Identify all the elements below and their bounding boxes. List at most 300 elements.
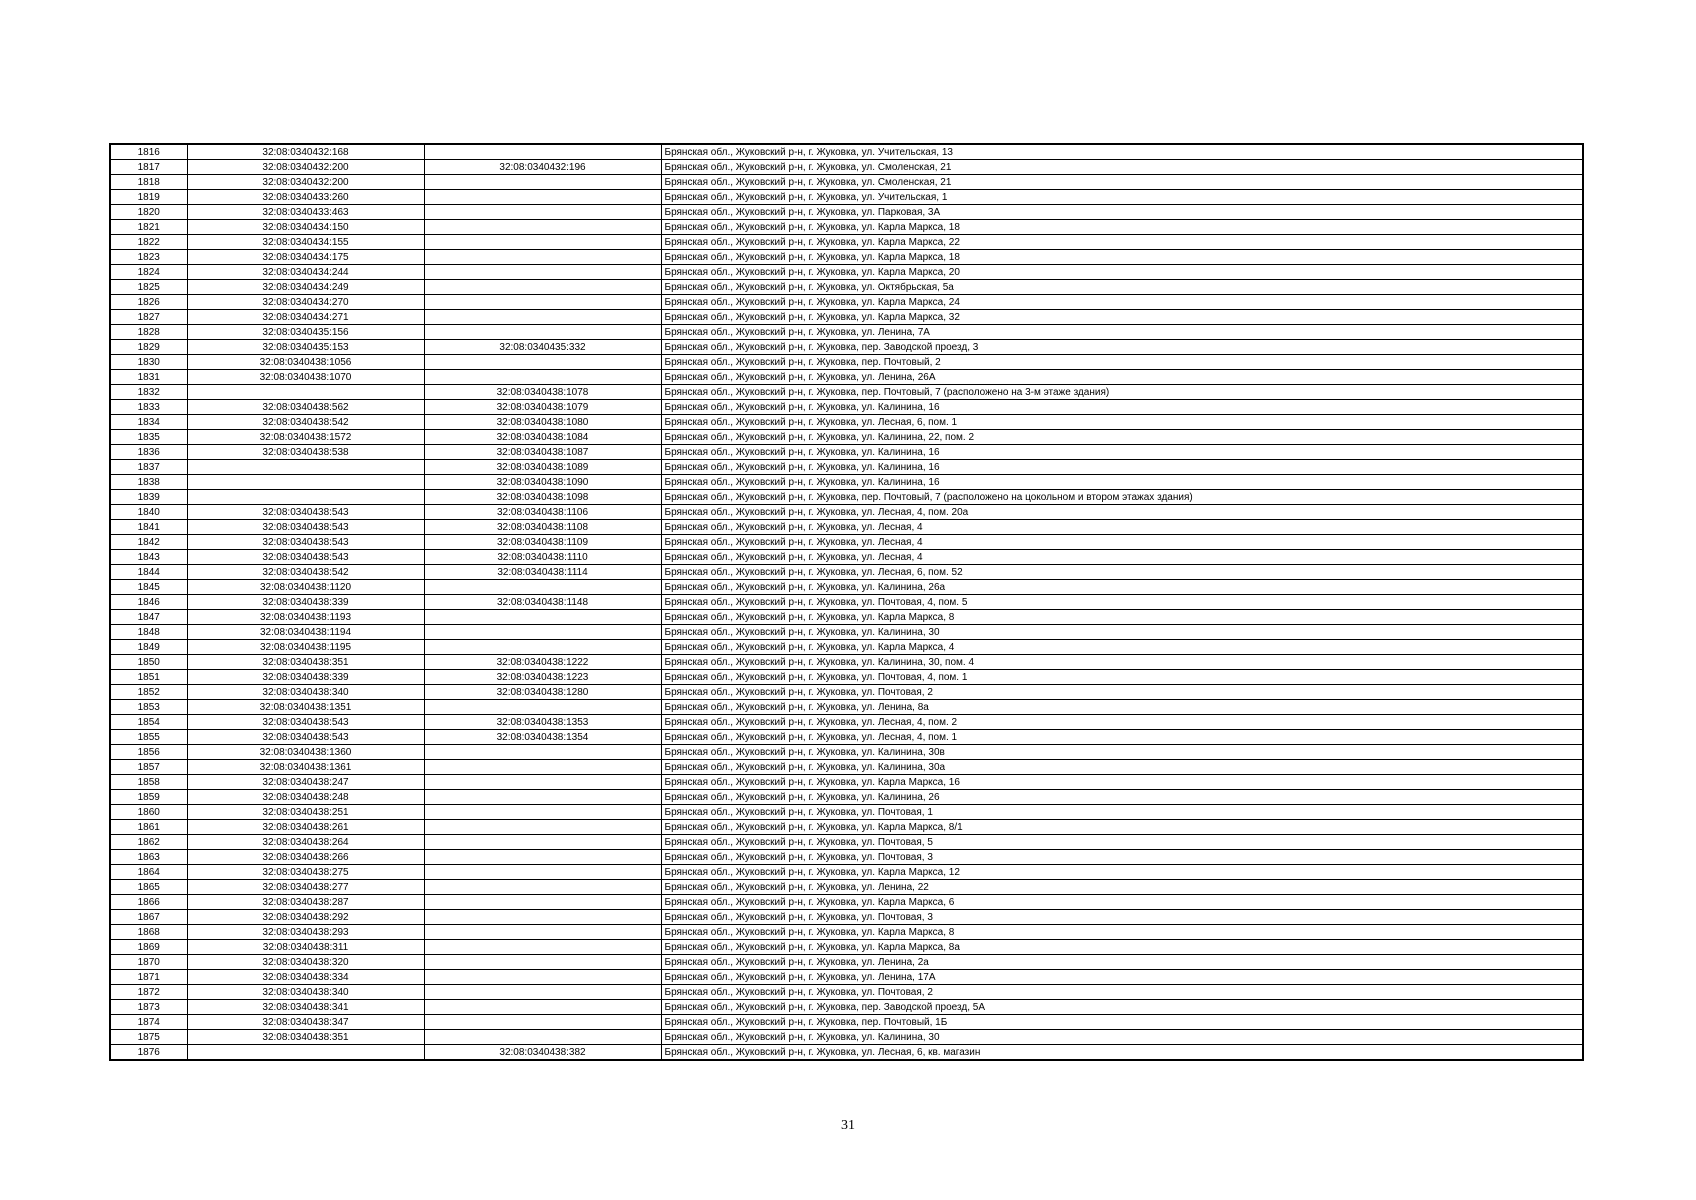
row-number-cell: 1854 [110,715,187,730]
table-row [110,310,1583,325]
object-cadastral-number-cell [424,280,661,295]
address-cell: Брянская обл., Жуковский р-н, г. Жуковка, ул. Калинина, 16 [661,445,1583,460]
object-cadastral-number-cell: 32:08:0340438:1280 [424,685,661,700]
address-cell: Брянская обл., Жуковский р-н, г. Жуковка, ул. Ленина, 7А [661,325,1583,340]
object-cadastral-number-cell: 32:08:0340438:1108 [424,520,661,535]
table-row [110,1030,1583,1045]
land-plot-cadastral-number-cell: 32:08:0340438:247 [187,775,424,790]
row-number-cell: 1848 [110,625,187,640]
table-row [110,865,1583,880]
land-plot-cadastral-number-cell: 32:08:0340438:261 [187,820,424,835]
land-plot-cadastral-number-cell: 32:08:0340438:339 [187,670,424,685]
row-number-cell: 1868 [110,925,187,940]
table-row [110,475,1583,490]
object-cadastral-number-cell [424,235,661,250]
row-number-cell: 1876 [110,1045,187,1061]
land-plot-cadastral-number-cell: 32:08:0340438:542 [187,415,424,430]
address-cell: Брянская обл., Жуковский р-н, г. Жуковка, ул. Лесная, 4 [661,550,1583,565]
row-number-cell: 1836 [110,445,187,460]
address-cell: Брянская обл., Жуковский р-н, г. Жуковка, ул. Карла Маркса, 18 [661,250,1583,265]
land-plot-cadastral-number-cell: 32:08:0340438:293 [187,925,424,940]
address-cell: Брянская обл., Жуковский р-н, г. Жуковка, ул. Смоленская, 21 [661,175,1583,190]
table-row [110,760,1583,775]
address-cell: Брянская обл., Жуковский р-н, г. Жуковка, ул. Калинина, 30, пом. 4 [661,655,1583,670]
table-row [110,820,1583,835]
land-plot-cadastral-number-cell: 32:08:0340438:1056 [187,355,424,370]
address-cell: Брянская обл., Жуковский р-н, г. Жуковка, ул. Карла Маркса, 20 [661,265,1583,280]
row-number-cell: 1871 [110,970,187,985]
table-row [110,175,1583,190]
row-number-cell: 1844 [110,565,187,580]
table-row [110,715,1583,730]
object-cadastral-number-cell [424,1000,661,1015]
object-cadastral-number-cell: 32:08:0340438:1354 [424,730,661,745]
land-plot-cadastral-number-cell: 32:08:0340438:1195 [187,640,424,655]
row-number-cell: 1842 [110,535,187,550]
table-row [110,955,1583,970]
row-number-cell: 1840 [110,505,187,520]
row-number-cell: 1875 [110,1030,187,1045]
object-cadastral-number-cell: 32:08:0340438:1098 [424,490,661,505]
object-cadastral-number-cell [424,295,661,310]
object-cadastral-number-cell [424,790,661,805]
object-cadastral-number-cell: 32:08:0340438:1110 [424,550,661,565]
row-number-cell: 1863 [110,850,187,865]
row-number-cell: 1829 [110,340,187,355]
address-cell: Брянская обл., Жуковский р-н, г. Жуковка, ул. Карла Маркса, 8 [661,610,1583,625]
land-plot-cadastral-number-cell: 32:08:0340438:320 [187,955,424,970]
object-cadastral-number-cell: 32:08:0340438:1106 [424,505,661,520]
object-cadastral-number-cell [424,325,661,340]
page-number: 31 [841,1118,855,1133]
object-cadastral-number-cell [424,310,661,325]
table-row [110,295,1583,310]
table-row [110,400,1583,415]
row-number-cell: 1816 [110,144,187,160]
table-row [110,835,1583,850]
object-cadastral-number-cell: 32:08:0340438:1090 [424,475,661,490]
table-row [110,490,1583,505]
table-row [110,610,1583,625]
object-cadastral-number-cell: 32:08:0340438:1223 [424,670,661,685]
table-row [110,520,1583,535]
object-cadastral-number-cell [424,970,661,985]
land-plot-cadastral-number-cell: 32:08:0340438:543 [187,505,424,520]
address-cell: Брянская обл., Жуковский р-н, г. Жуковка, ул. Парковая, 3А [661,205,1583,220]
row-number-cell: 1866 [110,895,187,910]
table-row [110,970,1583,985]
address-cell: Брянская обл., Жуковский р-н, г. Жуковка, ул. Октябрьская, 5а [661,280,1583,295]
table-row [110,670,1583,685]
land-plot-cadastral-number-cell: 32:08:0340433:260 [187,190,424,205]
row-number-cell: 1847 [110,610,187,625]
object-cadastral-number-cell [424,190,661,205]
land-plot-cadastral-number-cell: 32:08:0340438:1120 [187,580,424,595]
object-cadastral-number-cell: 32:08:0340438:1114 [424,565,661,580]
object-cadastral-number-cell [424,745,661,760]
land-plot-cadastral-number-cell: 32:08:0340438:351 [187,1030,424,1045]
land-plot-cadastral-number-cell: 32:08:0340434:244 [187,265,424,280]
row-number-cell: 1834 [110,415,187,430]
address-cell: Брянская обл., Жуковский р-н, г. Жуковка, ул. Карла Маркса, 22 [661,235,1583,250]
table-row [110,370,1583,385]
object-cadastral-number-cell [424,865,661,880]
address-cell: Брянская обл., Жуковский р-н, г. Жуковка, ул. Карла Маркса, 6 [661,895,1583,910]
table-row [110,655,1583,670]
table-row [110,430,1583,445]
row-number-cell: 1870 [110,955,187,970]
object-cadastral-number-cell: 32:08:0340438:1079 [424,400,661,415]
land-plot-cadastral-number-cell: 32:08:0340438:543 [187,535,424,550]
address-cell: Брянская обл., Жуковский р-н, г. Жуковка, ул. Калинина, 22, пом. 2 [661,430,1583,445]
land-plot-cadastral-number-cell: 32:08:0340438:543 [187,715,424,730]
address-cell: Брянская обл., Жуковский р-н, г. Жуковка, ул. Калинина, 16 [661,460,1583,475]
address-cell: Брянская обл., Жуковский р-н, г. Жуковка, ул. Ленина, 22 [661,880,1583,895]
row-number-cell: 1817 [110,160,187,175]
land-plot-cadastral-number-cell: 32:08:0340434:150 [187,220,424,235]
table-row [110,745,1583,760]
address-cell: Брянская обл., Жуковский р-н, г. Жуковка, ул. Ленина, 17А [661,970,1583,985]
table-row [110,1015,1583,1030]
object-cadastral-number-cell [424,1015,661,1030]
row-number-cell: 1831 [110,370,187,385]
row-number-cell: 1873 [110,1000,187,1015]
address-cell: Брянская обл., Жуковский р-н, г. Жуковка, ул. Калинина, 26 [661,790,1583,805]
table-row [110,565,1583,580]
land-plot-cadastral-number-cell: 32:08:0340438:275 [187,865,424,880]
land-plot-cadastral-number-cell: 32:08:0340438:1070 [187,370,424,385]
address-cell: Брянская обл., Жуковский р-н, г. Жуковка, ул. Калинина, 16 [661,475,1583,490]
land-plot-cadastral-number-cell: 32:08:0340438:334 [187,970,424,985]
table-row [110,220,1583,235]
object-cadastral-number-cell [424,175,661,190]
address-cell: Брянская обл., Жуковский р-н, г. Жуковка, ул. Учительская, 13 [661,144,1583,160]
table-row [110,730,1583,745]
row-number-cell: 1872 [110,985,187,1000]
object-cadastral-number-cell [424,760,661,775]
object-cadastral-number-cell: 32:08:0340435:332 [424,340,661,355]
table-row [110,355,1583,370]
object-cadastral-number-cell [424,775,661,790]
object-cadastral-number-cell: 32:08:0340438:1087 [424,445,661,460]
table-row [110,640,1583,655]
object-cadastral-number-cell [424,805,661,820]
table-row [110,415,1583,430]
table-row [110,460,1583,475]
table-row [110,550,1583,565]
table-row [110,535,1583,550]
land-plot-cadastral-number-cell: 32:08:0340438:1361 [187,760,424,775]
address-cell: Брянская обл., Жуковский р-н, г. Жуковка, ул. Почтовая, 2 [661,685,1583,700]
land-plot-cadastral-number-cell: 32:08:0340438:340 [187,685,424,700]
table-row [110,160,1583,175]
table-row [110,685,1583,700]
row-number-cell: 1821 [110,220,187,235]
object-cadastral-number-cell [424,1030,661,1045]
land-plot-cadastral-number-cell: 32:08:0340438:1194 [187,625,424,640]
row-number-cell: 1822 [110,235,187,250]
land-plot-cadastral-number-cell: 32:08:0340434:270 [187,295,424,310]
object-cadastral-number-cell [424,625,661,640]
land-plot-cadastral-number-cell [187,490,424,505]
object-cadastral-number-cell [424,820,661,835]
table-row [110,805,1583,820]
row-number-cell: 1849 [110,640,187,655]
row-number-cell: 1823 [110,250,187,265]
row-number-cell: 1865 [110,880,187,895]
address-cell: Брянская обл., Жуковский р-н, г. Жуковка, ул. Калинина, 26а [661,580,1583,595]
land-plot-cadastral-number-cell [187,385,424,400]
land-plot-cadastral-number-cell: 32:08:0340435:156 [187,325,424,340]
row-number-cell: 1856 [110,745,187,760]
row-number-cell: 1874 [110,1015,187,1030]
object-cadastral-number-cell: 32:08:0340438:1089 [424,460,661,475]
object-cadastral-number-cell: 32:08:0340438:1084 [424,430,661,445]
address-cell: Брянская обл., Жуковский р-н, г. Жуковка, ул. Лесная, 4, пом. 1 [661,730,1583,745]
land-plot-cadastral-number-cell: 32:08:0340434:271 [187,310,424,325]
object-cadastral-number-cell [424,895,661,910]
table-row [110,925,1583,940]
row-number-cell: 1820 [110,205,187,220]
address-cell: Брянская обл., Жуковский р-н, г. Жуковка, пер. Заводской проезд, 5А [661,1000,1583,1015]
land-plot-cadastral-number-cell: 32:08:0340432:168 [187,144,424,160]
address-cell: Брянская обл., Жуковский р-н, г. Жуковка, пер. Почтовый, 7 (расположено на цокольном и втором этажах здания) [661,490,1583,505]
table-row [110,445,1583,460]
address-cell: Брянская обл., Жуковский р-н, г. Жуковка, ул. Калинина, 30 [661,1030,1583,1045]
row-number-cell: 1832 [110,385,187,400]
registry-table-body [110,144,1583,1060]
row-number-cell: 1826 [110,295,187,310]
cadastral-registry-table [109,143,1584,1061]
land-plot-cadastral-number-cell: 32:08:0340432:200 [187,160,424,175]
land-plot-cadastral-number-cell: 32:08:0340438:266 [187,850,424,865]
address-cell: Брянская обл., Жуковский р-н, г. Жуковка, ул. Лесная, 6, пом. 1 [661,415,1583,430]
table-row [110,580,1583,595]
row-number-cell: 1828 [110,325,187,340]
row-number-cell: 1843 [110,550,187,565]
land-plot-cadastral-number-cell: 32:08:0340438:248 [187,790,424,805]
land-plot-cadastral-number-cell: 32:08:0340433:463 [187,205,424,220]
object-cadastral-number-cell [424,610,661,625]
table-row [110,985,1583,1000]
land-plot-cadastral-number-cell: 32:08:0340438:277 [187,880,424,895]
land-plot-cadastral-number-cell: 32:08:0340438:347 [187,1015,424,1030]
land-plot-cadastral-number-cell: 32:08:0340434:155 [187,235,424,250]
row-number-cell: 1859 [110,790,187,805]
table-row [110,235,1583,250]
land-plot-cadastral-number-cell [187,460,424,475]
row-number-cell: 1825 [110,280,187,295]
row-number-cell: 1838 [110,475,187,490]
object-cadastral-number-cell [424,910,661,925]
object-cadastral-number-cell [424,220,661,235]
land-plot-cadastral-number-cell: 32:08:0340438:1572 [187,430,424,445]
table-row [110,775,1583,790]
land-plot-cadastral-number-cell: 32:08:0340438:287 [187,895,424,910]
address-cell: Брянская обл., Жуковский р-н, г. Жуковка, ул. Учительская, 1 [661,190,1583,205]
land-plot-cadastral-number-cell: 32:08:0340438:292 [187,910,424,925]
table-row [110,144,1583,160]
object-cadastral-number-cell [424,850,661,865]
land-plot-cadastral-number-cell: 32:08:0340438:1193 [187,610,424,625]
address-cell: Брянская обл., Жуковский р-н, г. Жуковка, ул. Почтовая, 4, пом. 5 [661,595,1583,610]
address-cell: Брянская обл., Жуковский р-н, г. Жуковка, ул. Карла Маркса, 8а [661,940,1583,955]
row-number-cell: 1830 [110,355,187,370]
table-row [110,850,1583,865]
table-row [110,625,1583,640]
object-cadastral-number-cell [424,355,661,370]
land-plot-cadastral-number-cell: 32:08:0340432:200 [187,175,424,190]
address-cell: Брянская обл., Жуковский р-н, г. Жуковка, ул. Почтовая, 1 [661,805,1583,820]
land-plot-cadastral-number-cell: 32:08:0340438:543 [187,550,424,565]
address-cell: Брянская обл., Жуковский р-н, г. Жуковка, пер. Почтовый, 1Б [661,1015,1583,1030]
address-cell: Брянская обл., Жуковский р-н, г. Жуковка, ул. Лесная, 6, пом. 52 [661,565,1583,580]
object-cadastral-number-cell: 32:08:0340438:1078 [424,385,661,400]
address-cell: Брянская обл., Жуковский р-н, г. Жуковка, ул. Карла Маркса, 18 [661,220,1583,235]
object-cadastral-number-cell [424,940,661,955]
address-cell: Брянская обл., Жуковский р-н, г. Жуковка, ул. Ленина, 26А [661,370,1583,385]
address-cell: Брянская обл., Жуковский р-н, г. Жуковка, ул. Ленина, 8а [661,700,1583,715]
land-plot-cadastral-number-cell: 32:08:0340435:153 [187,340,424,355]
row-number-cell: 1835 [110,430,187,445]
land-plot-cadastral-number-cell [187,475,424,490]
object-cadastral-number-cell [424,835,661,850]
land-plot-cadastral-number-cell: 32:08:0340438:543 [187,520,424,535]
address-cell: Брянская обл., Жуковский р-н, г. Жуковка, пер. Заводской проезд, 3 [661,340,1583,355]
row-number-cell: 1869 [110,940,187,955]
table-row [110,1045,1583,1061]
object-cadastral-number-cell [424,144,661,160]
table-row [110,910,1583,925]
table-row [110,1000,1583,1015]
row-number-cell: 1833 [110,400,187,415]
row-number-cell: 1845 [110,580,187,595]
object-cadastral-number-cell: 32:08:0340432:196 [424,160,661,175]
address-cell: Брянская обл., Жуковский р-н, г. Жуковка, ул. Лесная, 4 [661,520,1583,535]
row-number-cell: 1837 [110,460,187,475]
table-row [110,280,1583,295]
address-cell: Брянская обл., Жуковский р-н, г. Жуковка, ул. Почтовая, 3 [661,910,1583,925]
land-plot-cadastral-number-cell: 32:08:0340438:542 [187,565,424,580]
address-cell: Брянская обл., Жуковский р-н, г. Жуковка, ул. Калинина, 30а [661,760,1583,775]
row-number-cell: 1824 [110,265,187,280]
land-plot-cadastral-number-cell: 32:08:0340438:264 [187,835,424,850]
table-row [110,790,1583,805]
land-plot-cadastral-number-cell: 32:08:0340438:1360 [187,745,424,760]
land-plot-cadastral-number-cell: 32:08:0340438:538 [187,445,424,460]
address-cell: Брянская обл., Жуковский р-н, г. Жуковка, ул. Лесная, 6, кв. магазин [661,1045,1583,1061]
address-cell: Брянская обл., Жуковский р-н, г. Жуковка, ул. Карла Маркса, 24 [661,295,1583,310]
address-cell: Брянская обл., Жуковский р-н, г. Жуковка, ул. Лесная, 4, пом. 2 [661,715,1583,730]
land-plot-cadastral-number-cell: 32:08:0340438:311 [187,940,424,955]
address-cell: Брянская обл., Жуковский р-н, г. Жуковка, ул. Калинина, 16 [661,400,1583,415]
object-cadastral-number-cell: 32:08:0340438:1353 [424,715,661,730]
row-number-cell: 1846 [110,595,187,610]
row-number-cell: 1852 [110,685,187,700]
land-plot-cadastral-number-cell: 32:08:0340438:339 [187,595,424,610]
address-cell: Брянская обл., Жуковский р-н, г. Жуковка, ул. Карла Маркса, 4 [661,640,1583,655]
table-row [110,250,1583,265]
address-cell: Брянская обл., Жуковский р-н, г. Жуковка, ул. Калинина, 30в [661,745,1583,760]
table-row [110,385,1583,400]
object-cadastral-number-cell [424,925,661,940]
address-cell: Брянская обл., Жуковский р-н, г. Жуковка, ул. Почтовая, 5 [661,835,1583,850]
object-cadastral-number-cell [424,370,661,385]
object-cadastral-number-cell: 32:08:0340438:1080 [424,415,661,430]
row-number-cell: 1857 [110,760,187,775]
table-row [110,595,1583,610]
table-row [110,940,1583,955]
row-number-cell: 1841 [110,520,187,535]
address-cell: Брянская обл., Жуковский р-н, г. Жуковка, ул. Карла Маркса, 32 [661,310,1583,325]
address-cell: Брянская обл., Жуковский р-н, г. Жуковка, ул. Карла Маркса, 16 [661,775,1583,790]
row-number-cell: 1867 [110,910,187,925]
row-number-cell: 1839 [110,490,187,505]
address-cell: Брянская обл., Жуковский р-н, г. Жуковка, ул. Лесная, 4, пом. 20а [661,505,1583,520]
table-row [110,700,1583,715]
object-cadastral-number-cell [424,985,661,1000]
table-row [110,325,1583,340]
row-number-cell: 1860 [110,805,187,820]
land-plot-cadastral-number-cell: 32:08:0340438:543 [187,730,424,745]
address-cell: Брянская обл., Жуковский р-н, г. Жуковка, ул. Почтовая, 3 [661,850,1583,865]
address-cell: Брянская обл., Жуковский р-н, г. Жуковка, ул. Почтовая, 2 [661,985,1583,1000]
land-plot-cadastral-number-cell: 32:08:0340438:351 [187,655,424,670]
land-plot-cadastral-number-cell: 32:08:0340438:340 [187,985,424,1000]
row-number-cell: 1853 [110,700,187,715]
land-plot-cadastral-number-cell: 32:08:0340434:175 [187,250,424,265]
object-cadastral-number-cell [424,880,661,895]
land-plot-cadastral-number-cell [187,1045,424,1061]
address-cell: Брянская обл., Жуковский р-н, г. Жуковка, ул. Карла Маркса, 12 [661,865,1583,880]
object-cadastral-number-cell [424,265,661,280]
object-cadastral-number-cell: 32:08:0340438:382 [424,1045,661,1061]
address-cell: Брянская обл., Жуковский р-н, г. Жуковка, ул. Ленина, 2а [661,955,1583,970]
row-number-cell: 1858 [110,775,187,790]
land-plot-cadastral-number-cell: 32:08:0340434:249 [187,280,424,295]
row-number-cell: 1861 [110,820,187,835]
table-row [110,265,1583,280]
table-row [110,340,1583,355]
row-number-cell: 1855 [110,730,187,745]
address-cell: Брянская обл., Жуковский р-н, г. Жуковка, ул. Карла Маркса, 8 [661,925,1583,940]
object-cadastral-number-cell [424,955,661,970]
table-row [110,880,1583,895]
row-number-cell: 1864 [110,865,187,880]
object-cadastral-number-cell [424,640,661,655]
land-plot-cadastral-number-cell: 32:08:0340438:341 [187,1000,424,1015]
address-cell: Брянская обл., Жуковский р-н, г. Жуковка, ул. Лесная, 4 [661,535,1583,550]
row-number-cell: 1850 [110,655,187,670]
row-number-cell: 1818 [110,175,187,190]
land-plot-cadastral-number-cell: 32:08:0340438:562 [187,400,424,415]
object-cadastral-number-cell [424,250,661,265]
land-plot-cadastral-number-cell: 32:08:0340438:1351 [187,700,424,715]
land-plot-cadastral-number-cell: 32:08:0340438:251 [187,805,424,820]
address-cell: Брянская обл., Жуковский р-н, г. Жуковка, ул. Почтовая, 4, пом. 1 [661,670,1583,685]
table-row [110,895,1583,910]
row-number-cell: 1827 [110,310,187,325]
row-number-cell: 1851 [110,670,187,685]
table-row [110,190,1583,205]
table-row [110,205,1583,220]
address-cell: Брянская обл., Жуковский р-н, г. Жуковка, ул. Калинина, 30 [661,625,1583,640]
row-number-cell: 1819 [110,190,187,205]
address-cell: Брянская обл., Жуковский р-н, г. Жуковка, ул. Карла Маркса, 8/1 [661,820,1583,835]
object-cadastral-number-cell: 32:08:0340438:1109 [424,535,661,550]
object-cadastral-number-cell [424,700,661,715]
object-cadastral-number-cell: 32:08:0340438:1222 [424,655,661,670]
